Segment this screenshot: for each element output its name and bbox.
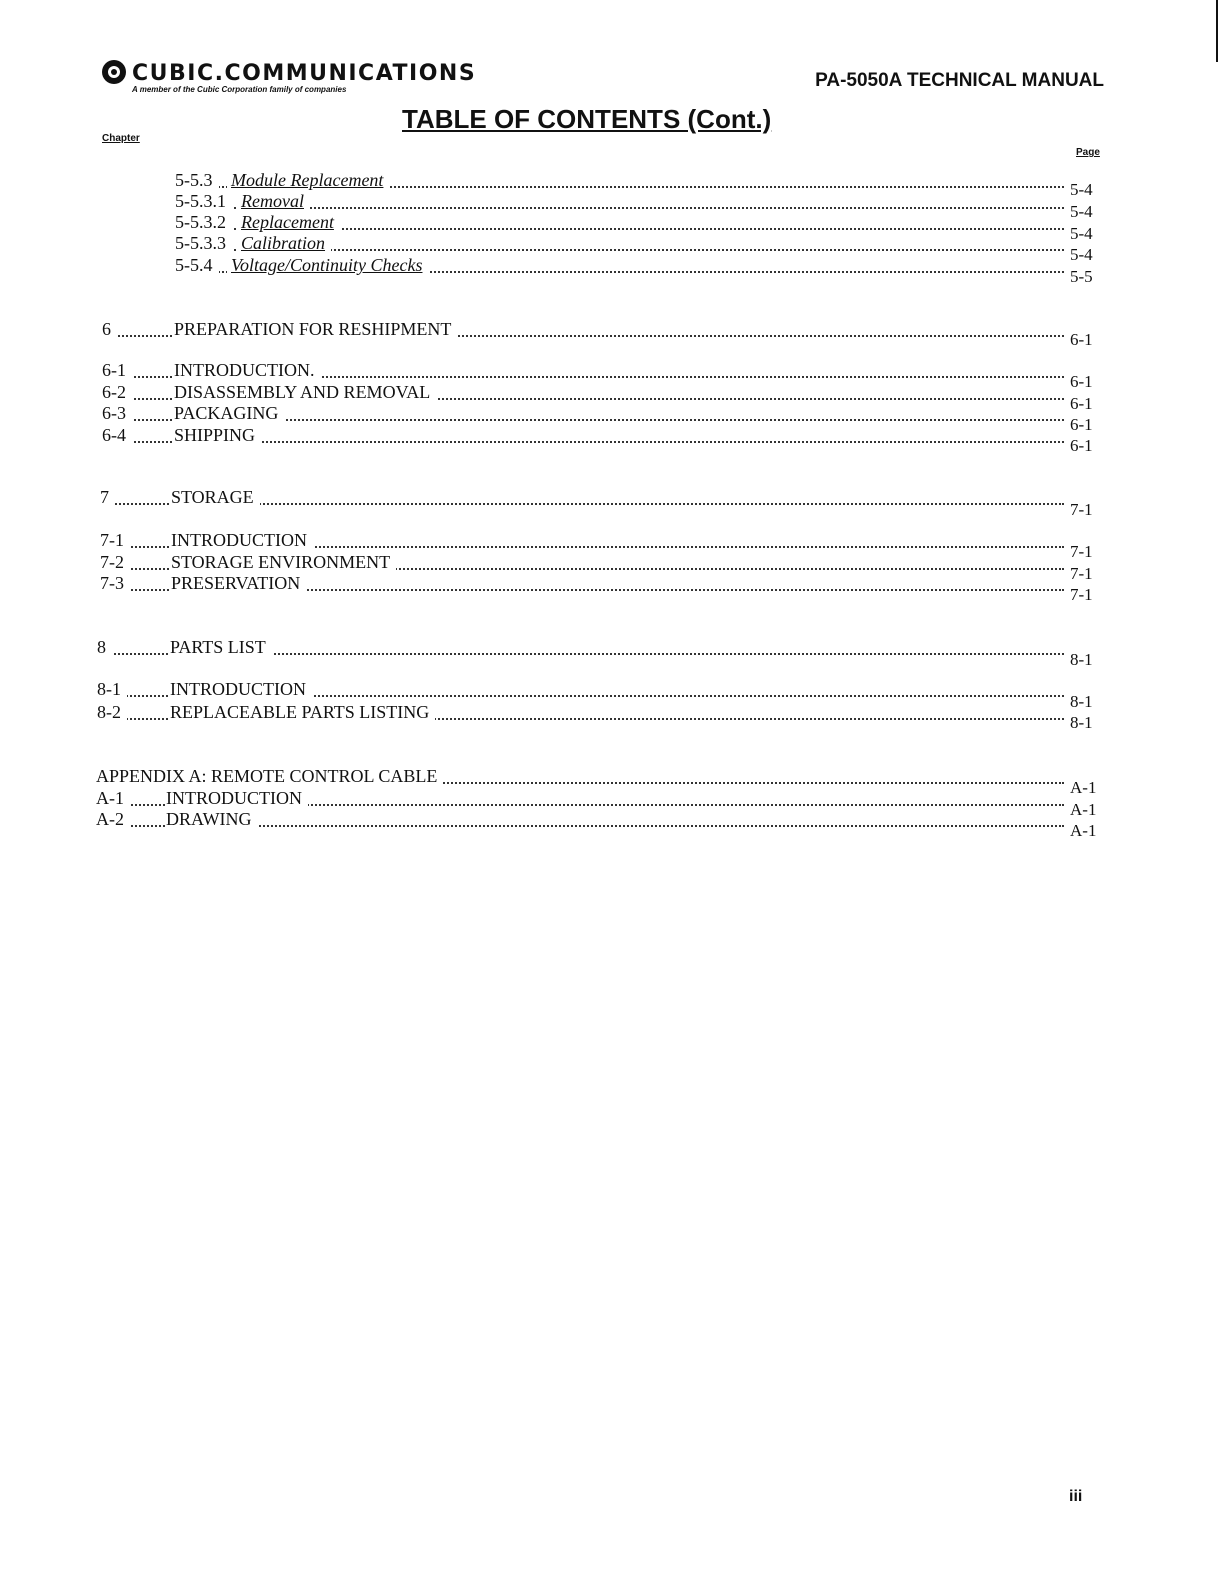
toc-entry: [97, 701, 1068, 723]
company-name: CUBIC.COMMUNICATIONS: [132, 61, 477, 86]
toc-entry: [102, 359, 1068, 381]
toc-entry-title: INTRODUCTION.: [174, 359, 320, 381]
toc-entry-page: 6-1: [1066, 436, 1093, 456]
toc-entry-page: 8-1: [1066, 692, 1093, 712]
toc-entry-number: 5-5.3: [175, 169, 219, 191]
toc-entry-number: A-1: [96, 787, 130, 809]
toc-entry: [102, 318, 1068, 340]
toc-entry-page: 6-1: [1066, 394, 1093, 414]
toc-entry-title: PACKAGING: [174, 402, 284, 424]
toc-entry-page: 8-1: [1066, 650, 1093, 670]
toc-entry-number: 6-2: [102, 381, 132, 403]
toc-entry-page: 7-1: [1066, 500, 1093, 520]
toc-entry-page: 7-1: [1066, 564, 1093, 584]
toc-entry-page: 5-5: [1066, 267, 1093, 287]
toc-entry: [100, 486, 1068, 508]
toc-entry: [175, 211, 1068, 233]
toc-entry: [96, 808, 1068, 830]
toc-entry-number: 7-1: [100, 529, 130, 551]
toc-entry: [102, 381, 1068, 403]
toc-entry: [96, 787, 1068, 809]
page-number: iii: [1069, 1488, 1083, 1505]
toc-entry-title: STORAGE ENVIRONMENT: [171, 551, 396, 573]
toc-entry-title: PARTS LIST: [170, 636, 272, 658]
toc-entry-page: A-1: [1066, 821, 1096, 841]
toc-entry-page: 7-1: [1066, 542, 1093, 562]
toc-entry-page: 6-1: [1066, 330, 1093, 350]
manual-title: PA-5050A TECHNICAL MANUAL: [815, 70, 1104, 91]
toc-entry-page: 6-1: [1066, 372, 1093, 392]
toc-entry-title: INTRODUCTION: [166, 787, 308, 809]
toc-entry-page: 6-1: [1066, 415, 1093, 435]
toc-entry: [175, 190, 1068, 212]
toc-entry: [175, 232, 1068, 254]
toc-entry: [102, 424, 1068, 446]
toc-entry: [96, 765, 1068, 787]
toc-entry-title: Module Replacement: [227, 169, 389, 191]
toc-entry-number: 5-5.3.3: [175, 232, 232, 254]
toc-entry-number: 5-5.4: [175, 254, 219, 276]
toc-entry-title: DRAWING: [166, 808, 258, 830]
toc-entry-title: APPENDIX A: REMOTE CONTROL CABLE: [96, 765, 443, 787]
toc-entry-title: INTRODUCTION: [171, 529, 313, 551]
toc-entry-title: PREPARATION FOR RESHIPMENT: [174, 318, 457, 340]
toc-entry: [97, 636, 1068, 658]
toc-entry-title: Calibration: [237, 232, 331, 254]
chapter-column-heading: Chapter: [102, 133, 140, 144]
toc-entry-page: A-1: [1066, 800, 1096, 820]
toc-entry: [175, 254, 1068, 276]
toc-entry-title: PRESERVATION: [171, 572, 306, 594]
toc-entry-title: Voltage/Continuity Checks: [227, 254, 428, 276]
toc-entry-number: 7-2: [100, 551, 130, 573]
toc-entry-title: INTRODUCTION: [170, 678, 312, 700]
company-tagline: A member of the Cubic Corporation family of companies: [132, 85, 347, 94]
toc-entry-title: STORAGE: [171, 486, 260, 508]
page-column-heading: Page: [1076, 147, 1100, 158]
toc-entry-number: A-2: [96, 808, 130, 830]
toc-entry-title: SHIPPING: [174, 424, 261, 446]
toc-entry: [100, 529, 1068, 551]
toc-entry: [97, 678, 1068, 700]
toc-entry-number: 6-1: [102, 359, 132, 381]
page-title: TABLE OF CONTENTS (Cont.): [402, 104, 772, 134]
scan-edge-mark: [1216, 0, 1218, 62]
toc-entry-number: 5-5.3.1: [175, 190, 232, 212]
toc-entry: [175, 169, 1068, 191]
toc-entry-number: 5-5.3.2: [175, 211, 232, 233]
toc-entry-number: 8-2: [97, 701, 127, 723]
toc-entry-title: Replacement: [237, 211, 340, 233]
toc-entry-number: 6-4: [102, 424, 132, 446]
cubic-logo-icon: [102, 60, 126, 84]
toc-entry-number: 6: [102, 318, 117, 340]
toc-entry-page: 5-4: [1066, 202, 1093, 222]
toc-entry-number: 7: [100, 486, 115, 508]
toc-entry: [100, 572, 1068, 594]
toc-entry-title: DISASSEMBLY AND REMOVAL: [174, 381, 436, 403]
toc-entry-page: 5-4: [1066, 180, 1093, 200]
toc-entry-number: 8-1: [97, 678, 127, 700]
toc-entry-title: REPLACEABLE PARTS LISTING: [170, 701, 435, 723]
toc-entry-number: 7-3: [100, 572, 130, 594]
toc-entry-number: 6-3: [102, 402, 132, 424]
toc-entry-page: 5-4: [1066, 224, 1093, 244]
toc-entry-page: 8-1: [1066, 713, 1093, 733]
toc-entry: [102, 402, 1068, 424]
toc-entry: [100, 551, 1068, 573]
toc-entry-page: A-1: [1066, 778, 1096, 798]
toc-entry-title: Removal: [237, 190, 310, 212]
toc-entry-page: 7-1: [1066, 585, 1093, 605]
toc-entry-page: 5-4: [1066, 245, 1093, 265]
toc-entry-number: 8: [97, 636, 112, 658]
